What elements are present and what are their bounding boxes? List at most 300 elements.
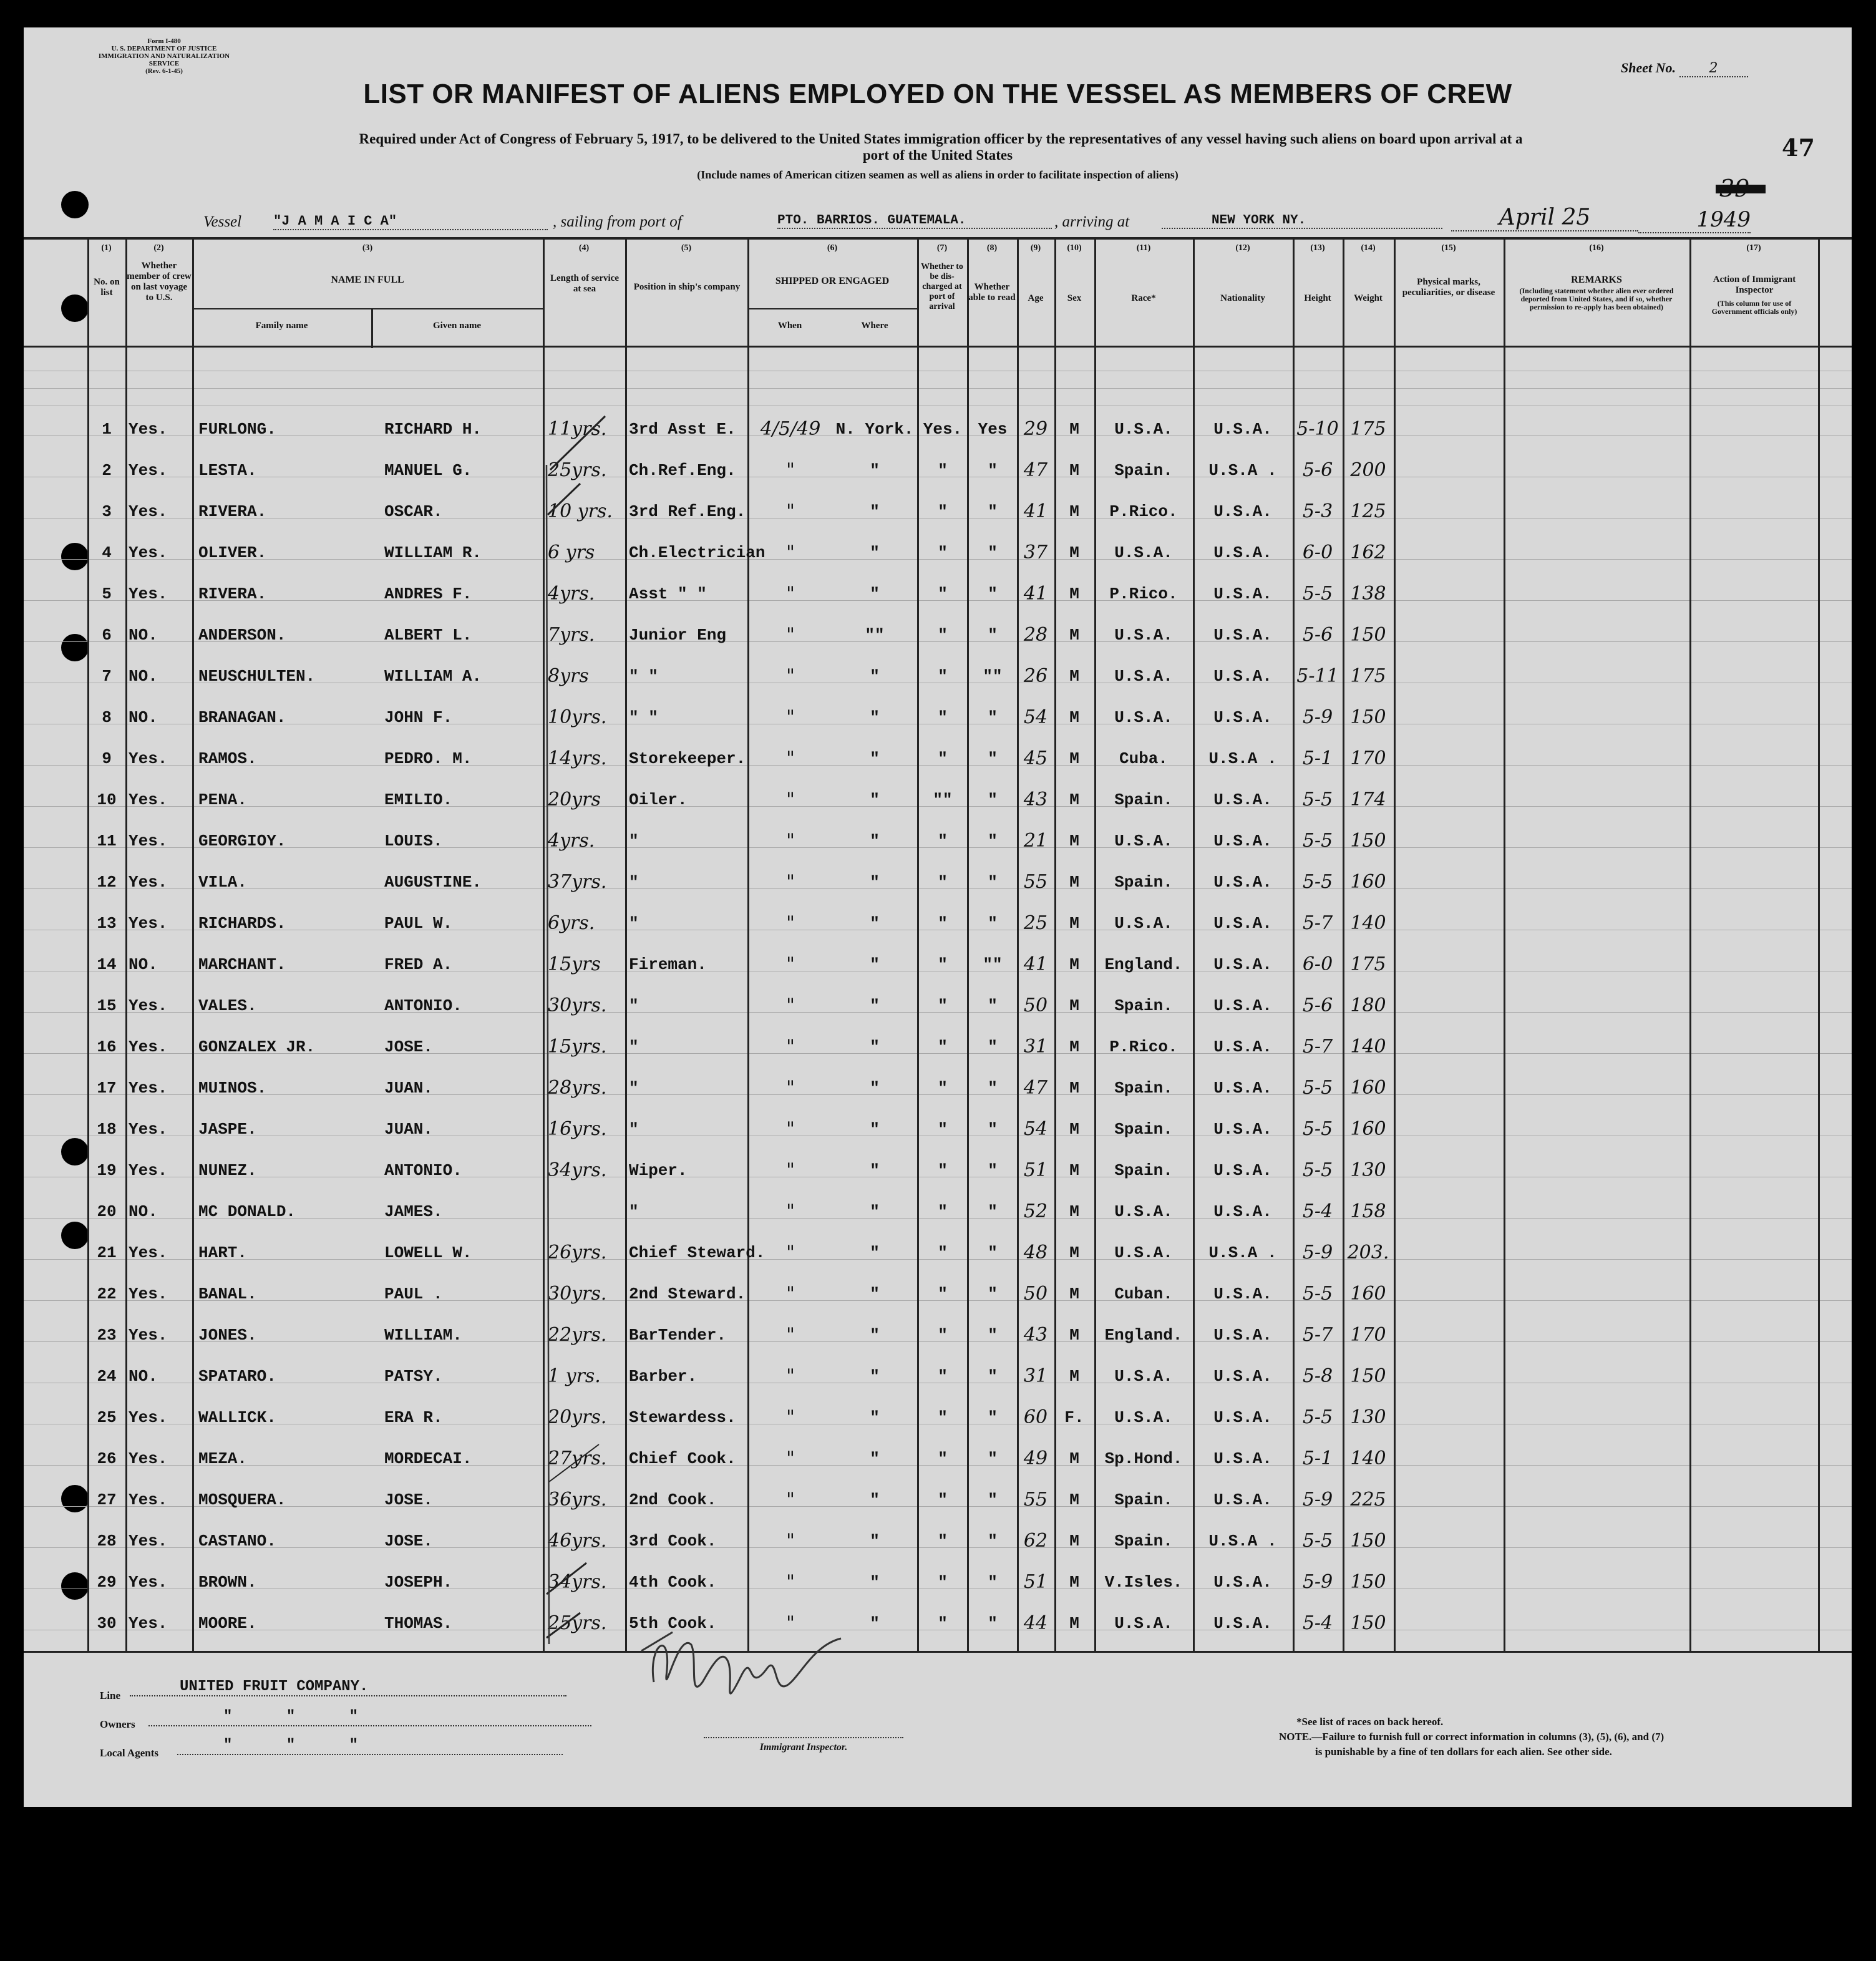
cell-read: " <box>988 1367 998 1386</box>
cell-nationality: U.S.A. <box>1213 708 1272 727</box>
cell-position: Stewardess. <box>629 1408 736 1427</box>
cell-no: 1 <box>102 420 112 439</box>
cell-service: 26yrs. <box>548 1242 607 1263</box>
footer-line-value: UNITED FRUIT COMPANY. <box>130 1678 566 1696</box>
table-row <box>24 862 1852 903</box>
cell-position: 5th Cook. <box>629 1614 717 1633</box>
cell-prev: NO. <box>129 955 158 974</box>
table-bottom-rule <box>24 1651 1852 1653</box>
cell-service: 7yrs. <box>548 624 595 646</box>
cell-service: 15yrs. <box>548 1036 607 1058</box>
cell-height: 5-6 <box>1302 624 1333 646</box>
cell-when: " <box>786 624 795 646</box>
col-number: (16) <box>1589 243 1604 253</box>
cell-nationality: U.S.A. <box>1213 420 1272 439</box>
cell-position: Barber. <box>629 1367 697 1386</box>
cell-age: 60 <box>1023 1406 1048 1428</box>
col-number: (4) <box>578 243 590 253</box>
cell-age: 49 <box>1023 1448 1048 1469</box>
subheader-rule <box>747 308 917 309</box>
subtitle-note: (Include names of American citizen seamen as well as aliens in order to facilitate inspection of aliens) <box>697 168 1179 181</box>
table-row <box>24 573 1852 615</box>
cell-when: " <box>786 1365 795 1387</box>
table-row <box>24 738 1852 779</box>
cell-when: " <box>786 1448 795 1469</box>
cell-position: BarTender. <box>629 1326 727 1345</box>
cell-position: " <box>629 1038 639 1056</box>
cell-service: 16yrs. <box>548 1118 607 1140</box>
table-row <box>24 1026 1852 1068</box>
cell-position: Ch.Electrician <box>629 543 765 562</box>
footer-agents-value: " " " <box>177 1737 563 1755</box>
cell-service: 25yrs. <box>548 1612 607 1634</box>
ruled-line <box>24 388 1852 389</box>
signature-text <box>685 1662 725 1671</box>
col-header-remarks-note: (Including statement whether alien ever ordered deported from United States, and if so, whether permission to re-apply has been obtained) <box>1519 286 1674 311</box>
cell-given: WILLIAM A. <box>384 667 482 686</box>
note-races: *See list of races on back hereof. <box>1296 1716 1444 1728</box>
cell-service: 6 yrs <box>548 542 595 563</box>
col-header-position: Position in ship's company <box>633 282 741 292</box>
cell-where: " <box>870 1532 880 1550</box>
cell-sex: M <box>1069 914 1079 933</box>
col-header-inspector: Action of Immigrant Inspector <box>1713 275 1796 295</box>
cell-where: " <box>870 585 880 603</box>
cell-age: 44 <box>1023 1612 1048 1634</box>
cell-height: 5-4 <box>1302 1200 1333 1222</box>
table-row <box>24 491 1852 532</box>
cell-race: England. <box>1104 1326 1183 1345</box>
table-row <box>24 450 1852 491</box>
cell-no: 6 <box>102 626 112 645</box>
service-check-marks <box>543 390 625 1650</box>
cell-prev: Yes. <box>129 461 168 480</box>
cell-no: 17 <box>97 1079 117 1097</box>
cell-race: England. <box>1104 955 1183 974</box>
cell-age: 55 <box>1023 871 1048 893</box>
sheet-number: 2 <box>1679 61 1748 77</box>
cell-position: 2nd Cook. <box>629 1491 717 1509</box>
col-number: (7) <box>936 243 948 253</box>
cell-nationality: U.S.A. <box>1213 873 1272 892</box>
cell-prev: Yes. <box>129 1449 168 1468</box>
cell-position: Junior Eng <box>629 626 727 645</box>
table-row <box>24 1438 1852 1479</box>
cell-service: 1 yrs. <box>548 1365 601 1387</box>
table-row <box>24 1356 1852 1397</box>
cell-where: " <box>870 955 880 974</box>
cell-race: Spain. <box>1114 1491 1173 1509</box>
cell-weight: 130 <box>1350 1159 1386 1181</box>
col-header-inspector-note: (This column for use of Government officials only) <box>1711 299 1797 316</box>
cell-height: 5-5 <box>1302 1077 1333 1099</box>
cell-given: ANTONIO. <box>384 996 462 1015</box>
cell-no: 12 <box>97 873 117 892</box>
cell-age: 31 <box>1023 1036 1048 1058</box>
cell-when: " <box>786 1077 795 1099</box>
cell-nationality: U.S.A . <box>1208 461 1277 480</box>
cell-sex: M <box>1069 708 1079 727</box>
cell-prev: Yes. <box>129 996 168 1015</box>
vessel-label: Vessel <box>203 213 242 230</box>
cell-nationality: U.S.A. <box>1213 832 1272 850</box>
footer-agents-label: Local Agents <box>100 1747 158 1759</box>
footer-owners-value: " " " <box>148 1708 591 1726</box>
cell-discharged: " <box>938 1408 948 1427</box>
cell-when: " <box>786 830 795 852</box>
cell-age: 28 <box>1023 624 1048 646</box>
cell-discharged: " <box>938 1573 948 1592</box>
cell-weight: 138 <box>1350 583 1386 605</box>
cell-given: PAUL . <box>384 1285 443 1303</box>
cell-discharged: " <box>938 1161 948 1180</box>
col-header-nationality: Nationality <box>1220 293 1265 303</box>
cell-sex: M <box>1069 791 1079 809</box>
cell-position: Chief Cook. <box>629 1449 736 1468</box>
cell-age: 21 <box>1023 830 1048 852</box>
cell-given: JOSE. <box>384 1532 434 1550</box>
col-number: (17) <box>1746 243 1761 253</box>
cell-nationality: U.S.A. <box>1213 1038 1272 1056</box>
cell-when: " <box>786 953 795 975</box>
cell-service: 30yrs. <box>548 995 607 1016</box>
cell-nationality: U.S.A. <box>1213 1491 1272 1509</box>
cell-position: 3rd Asst E. <box>629 420 736 439</box>
cell-read: " <box>988 708 998 727</box>
cell-discharged: " <box>938 1614 948 1633</box>
cell-nationality: U.S.A. <box>1213 955 1272 974</box>
cell-discharged: " <box>938 955 948 974</box>
cell-given: MANUEL G. <box>384 461 472 480</box>
cell-prev: Yes. <box>129 1491 168 1509</box>
cell-read: " <box>988 1491 998 1509</box>
cell-read: " <box>988 1532 998 1550</box>
form-id-line: (Rev. 6-1-45) <box>145 67 183 75</box>
cell-service: 46yrs. <box>548 1530 607 1552</box>
cell-discharged: " <box>938 461 948 480</box>
cell-when: 4/5/49 <box>760 418 821 440</box>
cell-service: 10 yrs. <box>548 500 613 522</box>
cell-family: MOORE. <box>198 1614 257 1633</box>
cell-no: 5 <box>102 585 112 603</box>
cell-position: " <box>629 1079 639 1097</box>
table-row <box>24 1191 1852 1232</box>
cell-position: 3rd Cook. <box>629 1532 717 1550</box>
cell-family: CASTANO. <box>198 1532 276 1550</box>
cell-nationality: U.S.A. <box>1213 791 1272 809</box>
cell-sex: M <box>1069 420 1079 439</box>
col-header-family-name: Family name <box>255 321 308 331</box>
cell-service: 4yrs. <box>548 830 595 852</box>
cell-read: " <box>988 791 998 809</box>
cell-weight: 150 <box>1350 1530 1386 1552</box>
col-number: (6) <box>827 243 838 253</box>
cell-prev: Yes. <box>129 543 168 562</box>
cell-nationality: U.S.A. <box>1213 502 1272 521</box>
cell-height: 5-1 <box>1302 1448 1333 1469</box>
cell-given: THOMAS. <box>384 1614 453 1633</box>
cell-nationality: U.S.A. <box>1213 1326 1272 1345</box>
cell-weight: 203. <box>1347 1242 1389 1263</box>
cell-discharged: " <box>938 1202 948 1221</box>
cell-weight: 170 <box>1350 747 1386 769</box>
cell-when: " <box>786 1118 795 1140</box>
cell-discharged: " <box>938 626 948 645</box>
cell-sex: M <box>1069 1614 1079 1633</box>
cell-sex: M <box>1069 1532 1079 1550</box>
table-row <box>24 944 1852 985</box>
cell-service: 28yrs. <box>548 1077 607 1099</box>
cell-where: " <box>870 1614 880 1633</box>
cell-family: JASPE. <box>198 1120 257 1139</box>
cell-no: 10 <box>97 791 117 809</box>
cell-race: U.S.A. <box>1114 1367 1173 1386</box>
cell-service: 20yrs <box>548 789 601 810</box>
cell-given: JOSEPH. <box>384 1573 453 1592</box>
cell-discharged: " <box>938 1120 948 1139</box>
cell-service: 22yrs. <box>548 1324 607 1346</box>
cell-read: " <box>988 914 998 933</box>
cell-no: 2 <box>102 461 112 480</box>
cell-read: " <box>988 543 998 562</box>
table-row <box>24 1273 1852 1315</box>
cell-sex: M <box>1069 1202 1079 1221</box>
cell-discharged: Yes. <box>923 420 963 439</box>
cell-service: 34yrs. <box>548 1571 607 1593</box>
cell-given: WILLIAM R. <box>384 543 482 562</box>
cell-height: 5-5 <box>1302 1283 1333 1305</box>
cell-family: GONZALEX JR. <box>198 1038 316 1056</box>
cell-race: Cuban. <box>1114 1285 1173 1303</box>
cell-race: P.Rico. <box>1109 502 1178 521</box>
cell-discharged: " <box>938 543 948 562</box>
col-header-remarks: REMARKS <box>1571 275 1622 285</box>
footer-line-label: Line <box>100 1690 121 1701</box>
cell-race: P.Rico. <box>1109 585 1178 603</box>
col-header-weight: Weight <box>1354 293 1383 303</box>
cell-nationality: U.S.A . <box>1208 749 1277 768</box>
cell-given: JOSE. <box>384 1038 434 1056</box>
cell-where: " <box>870 543 880 562</box>
col-header-sex: Sex <box>1067 293 1082 303</box>
cell-when: " <box>786 1324 795 1346</box>
cell-family: HART. <box>198 1243 248 1262</box>
cell-weight: 150 <box>1350 1365 1386 1387</box>
cell-no: 26 <box>97 1449 117 1468</box>
subtitle-line: Required under Act of Congress of February 5, 1917, to be delivered to the United States immigration officer by the representatives of any vessel having such aliens on board upon arrival at a <box>359 131 1523 147</box>
cell-discharged: " <box>938 1285 948 1303</box>
cell-prev: Yes. <box>129 749 168 768</box>
col-header-given-name: Given name <box>432 321 482 331</box>
cell-prev: Yes. <box>129 1573 168 1592</box>
table-top-rule <box>24 237 1852 240</box>
cell-read: " <box>988 1120 998 1139</box>
cell-service: 25yrs. <box>548 459 607 481</box>
col-header-where: Where <box>861 321 888 331</box>
cell-race: U.S.A. <box>1114 626 1173 645</box>
cell-given: MORDECAI. <box>384 1449 472 1468</box>
cell-nationality: U.S.A. <box>1213 667 1272 686</box>
cell-when: " <box>786 1530 795 1552</box>
cell-sex: M <box>1069 955 1079 974</box>
cell-prev: Yes. <box>129 1326 168 1345</box>
cell-sex: M <box>1069 873 1079 892</box>
cell-given: JOSE. <box>384 1491 434 1509</box>
cell-weight: 175 <box>1350 665 1386 687</box>
cell-where: " <box>870 832 880 850</box>
cell-age: 43 <box>1023 1324 1048 1346</box>
cell-age: 50 <box>1023 1283 1048 1305</box>
punch-hole <box>61 191 89 218</box>
cell-race: Spain. <box>1114 873 1173 892</box>
inspector-line <box>704 1737 903 1738</box>
cell-nationality: U.S.A. <box>1213 543 1272 562</box>
cell-read: " <box>988 1285 998 1303</box>
cell-family: OLIVER. <box>198 543 267 562</box>
cell-age: 41 <box>1023 583 1048 605</box>
cell-weight: 140 <box>1350 1448 1386 1469</box>
table-row <box>24 409 1852 450</box>
cell-sex: M <box>1069 832 1079 850</box>
cell-age: 47 <box>1023 1077 1048 1099</box>
cell-height: 5-11 <box>1296 665 1339 687</box>
cell-sex: M <box>1069 749 1079 768</box>
cell-nationality: U.S.A. <box>1213 1202 1272 1221</box>
cell-no: 4 <box>102 543 112 562</box>
cell-family: PENA. <box>198 791 248 809</box>
cell-race: Spain. <box>1114 1532 1173 1550</box>
cell-given: WILLIAM. <box>384 1326 462 1345</box>
cell-family: MOSQUERA. <box>198 1491 286 1509</box>
cell-sex: M <box>1069 543 1079 562</box>
cell-position: Oiler. <box>629 791 688 809</box>
col-number: (9) <box>1030 243 1041 253</box>
cell-read: " <box>988 1243 998 1262</box>
cell-family: VILA. <box>198 873 248 892</box>
cell-prev: Yes. <box>129 1079 168 1097</box>
cell-family: RIVERA. <box>198 502 267 521</box>
cell-discharged: " <box>938 1367 948 1386</box>
cell-nationality: U.S.A . <box>1208 1243 1277 1262</box>
cell-family: VALES. <box>198 996 257 1015</box>
cell-read: " <box>988 1408 998 1427</box>
cell-discharged: " <box>938 1326 948 1345</box>
cell-race: U.S.A. <box>1114 914 1173 933</box>
cell-when: " <box>786 995 795 1016</box>
table-header-rule <box>24 346 1852 348</box>
arriving-label: , arriving at <box>1054 213 1130 230</box>
cell-no: 9 <box>102 749 112 768</box>
cell-height: 5-7 <box>1302 912 1333 934</box>
table-row <box>24 532 1852 573</box>
cell-no: 11 <box>97 832 117 850</box>
cell-when: " <box>786 665 795 687</box>
cell-discharged: " <box>938 749 948 768</box>
cell-given: RICHARD H. <box>384 420 482 439</box>
cell-sex: M <box>1069 1573 1079 1592</box>
cell-position: " <box>629 914 639 933</box>
cell-family: JONES. <box>198 1326 257 1345</box>
table-row <box>24 779 1852 820</box>
col-number: (15) <box>1441 243 1456 253</box>
cell-family: ANDERSON. <box>198 626 286 645</box>
cell-age: 48 <box>1023 1242 1048 1263</box>
table-row <box>24 1521 1852 1562</box>
cell-read: " <box>988 749 998 768</box>
note-line: is punishable by a fine of ten dollars for each alien. See other side. <box>1315 1746 1612 1758</box>
subtitle-line: port of the United States <box>862 147 1013 163</box>
cell-height: 5-5 <box>1302 1406 1333 1428</box>
cell-service: 20yrs. <box>548 1406 607 1428</box>
cell-discharged: " <box>938 667 948 686</box>
cell-sex: M <box>1069 1285 1079 1303</box>
cell-where: " <box>870 1449 880 1468</box>
cell-service: 4yrs. <box>548 583 595 605</box>
cell-sex: M <box>1069 1038 1079 1056</box>
cell-height: 5-9 <box>1302 1571 1333 1593</box>
cell-weight: 130 <box>1350 1406 1386 1428</box>
cell-sex: F. <box>1064 1408 1084 1427</box>
col-number: (2) <box>153 243 164 253</box>
cell-service: 8yrs <box>548 665 589 687</box>
cell-where: " <box>870 1491 880 1509</box>
cell-when: " <box>786 747 795 769</box>
cell-when: " <box>786 1612 795 1634</box>
cell-height: 6-0 <box>1302 542 1333 563</box>
cell-given: OSCAR. <box>384 502 443 521</box>
cell-race: U.S.A. <box>1114 1202 1173 1221</box>
cell-sex: M <box>1069 667 1079 686</box>
table-row <box>24 903 1852 944</box>
table-row <box>24 1232 1852 1273</box>
cell-weight: 150 <box>1350 1571 1386 1593</box>
cell-when: " <box>786 912 795 934</box>
cell-sex: M <box>1069 585 1079 603</box>
cell-prev: Yes. <box>129 1120 168 1139</box>
cell-weight: 174 <box>1350 789 1386 810</box>
cell-height: 5-9 <box>1302 1489 1333 1511</box>
cell-given: EMILIO. <box>384 791 453 809</box>
cell-discharged: " <box>938 1532 948 1550</box>
cell-given: JOHN F. <box>384 708 453 727</box>
cell-position: 3rd Ref.Eng. <box>629 502 746 521</box>
cell-where: "" <box>865 626 885 645</box>
cell-position: Fireman. <box>629 955 707 974</box>
cell-prev: Yes. <box>129 1285 168 1303</box>
table-row <box>24 820 1852 862</box>
cell-nationality: U.S.A. <box>1213 1161 1272 1180</box>
cell-prev: Yes. <box>129 791 168 809</box>
cell-where: " <box>870 1367 880 1386</box>
cell-where: " <box>870 1326 880 1345</box>
cell-no: 14 <box>97 955 117 974</box>
strike-mark <box>1716 185 1766 193</box>
col-header-when: When <box>777 321 802 331</box>
cell-given: ANDRES F. <box>384 585 472 603</box>
cell-read: "" <box>983 667 1003 686</box>
col-header-no: No. on list <box>94 277 120 298</box>
cell-discharged: " <box>938 914 948 933</box>
cell-family: BRANAGAN. <box>198 708 286 727</box>
cell-race: U.S.A. <box>1114 420 1173 439</box>
cell-no: 16 <box>97 1038 117 1056</box>
cell-no: 29 <box>97 1573 117 1592</box>
cell-where: " <box>870 1038 880 1056</box>
cell-family: MEZA. <box>198 1449 248 1468</box>
cell-race: Spain. <box>1114 791 1173 809</box>
cell-discharged: " <box>938 502 948 521</box>
cell-race: Cuba. <box>1119 749 1168 768</box>
